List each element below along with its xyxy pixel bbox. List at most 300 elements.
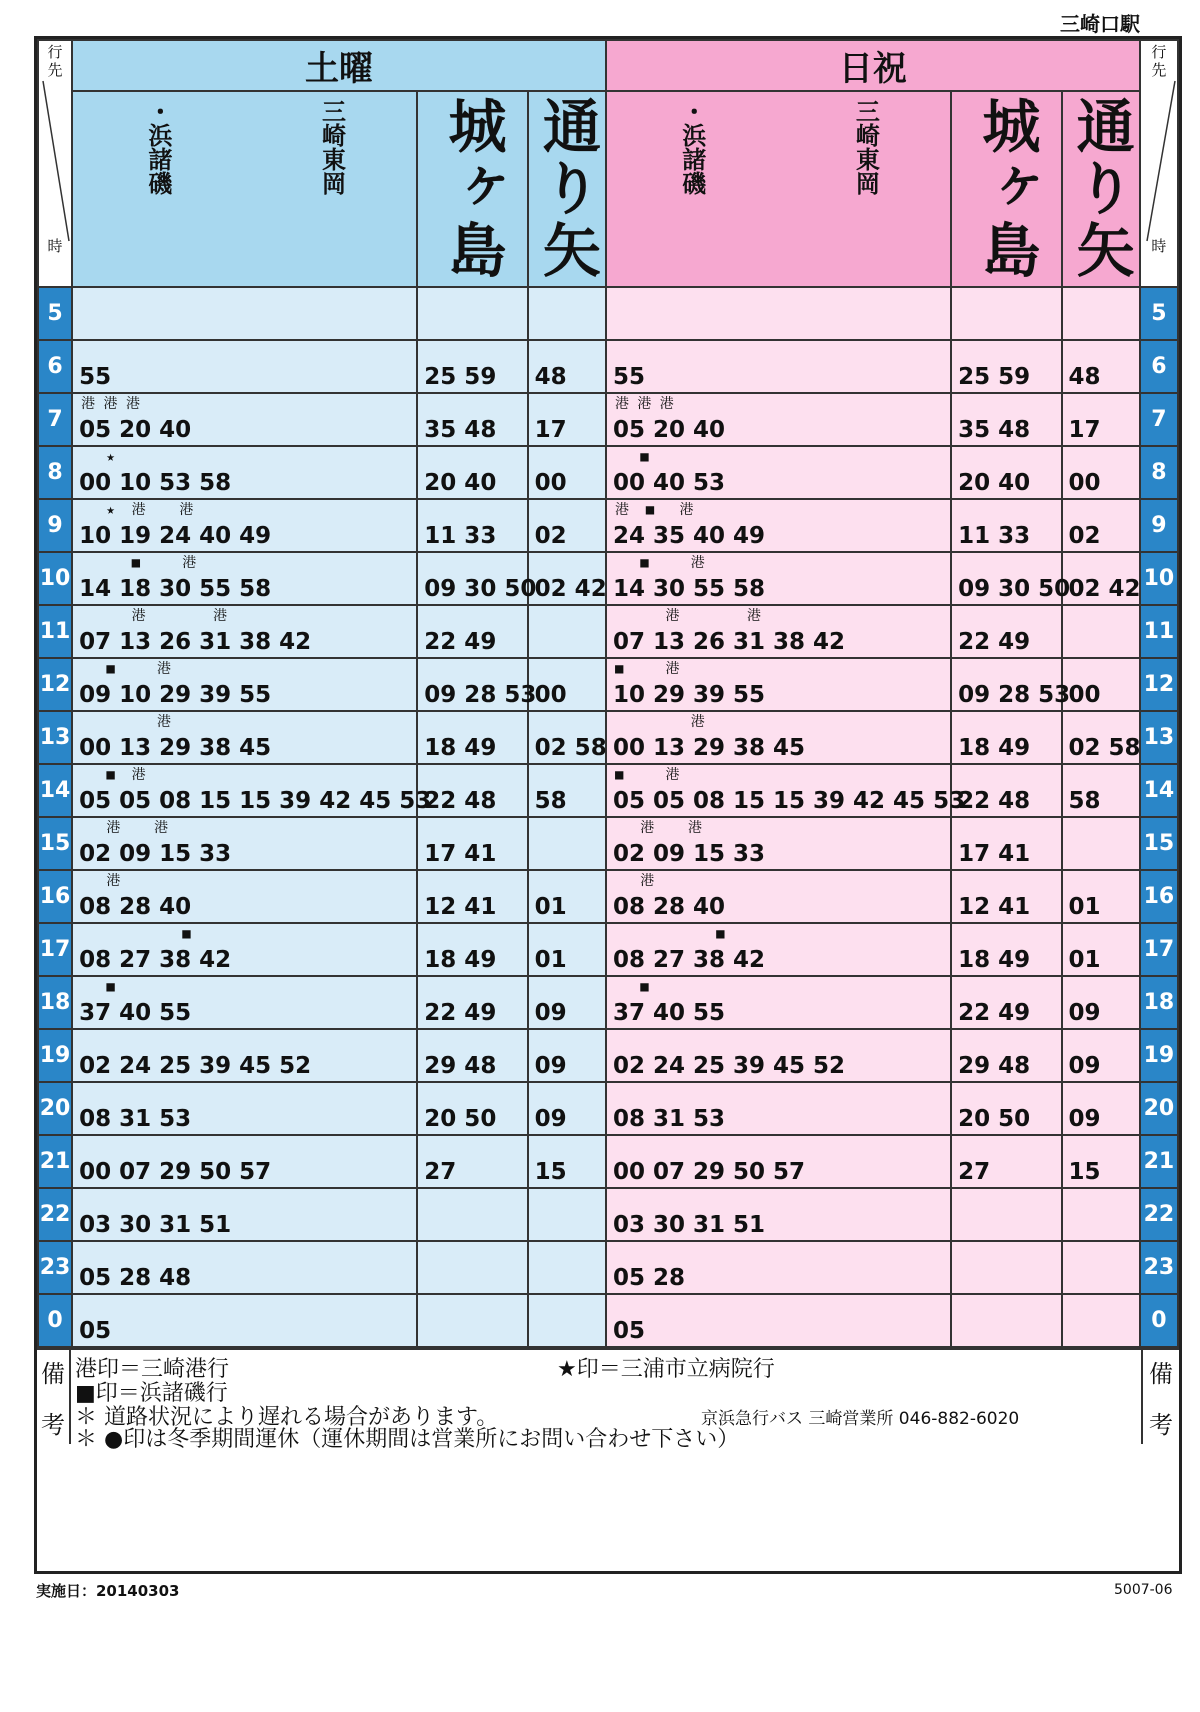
hour-row [38,923,1178,976]
notes-label-left [37,1350,71,1444]
departure-minutes: 00 10 53 58 [79,470,232,496]
sat-misaki-cell [72,817,417,870]
departure-minutes: 12 41 [424,894,497,920]
departure-minutes: 58 [534,788,567,814]
hour-value: 16 [39,884,71,909]
biko-bottom: 考 [1149,1411,1173,1439]
departure-minutes: 02 [1068,523,1101,549]
departure-minutes: 17 [1068,417,1101,443]
hour-row [38,287,1178,340]
departure-minutes: 09 [1068,1053,1101,1079]
departure-minutes: 09 [1068,1000,1101,1026]
hour-label [1140,552,1178,605]
sun-yaitori-cell [1062,499,1140,552]
hour-row [38,1082,1178,1135]
sun-misaki-cell [606,552,951,605]
destination-marks: 港 [81,873,121,889]
sun-misaki-cell [606,711,951,764]
dest-jogashima-sun [951,91,1061,287]
sat-yaitori-cell [528,1135,606,1188]
hour-label [1140,287,1178,340]
sat-jogashima-cell [417,976,527,1029]
departure-minutes: 08 31 53 [79,1106,192,1132]
hour-row [38,605,1178,658]
departure-minutes: 09 [534,1000,567,1026]
sat-misaki-cell [72,1082,417,1135]
departure-minutes: 03 30 31 51 [79,1212,232,1238]
departure-minutes: 14 30 55 58 [612,576,766,602]
departure-minutes: 01 [534,947,567,973]
sat-misaki-cell [72,923,417,976]
dest-misaki-line1: 三崎東岡 [851,99,880,195]
sun-misaki-cell [606,446,951,499]
sun-yaitori-cell [1062,658,1140,711]
departure-minutes: 07 13 26 31 38 42 [79,629,312,655]
timetable-sheet [34,36,1182,1574]
departure-minutes: 20 40 [958,470,1031,496]
sat-yaitori-cell [528,393,606,446]
hour-label [38,287,72,340]
departure-minutes: 05 05 08 15 15 39 42 45 53 [612,788,966,814]
hour-value: 18 [1143,990,1175,1015]
hour-label [38,605,72,658]
sat-yaitori-cell [528,976,606,1029]
destination-marks: 港 [81,714,171,730]
departure-minutes: 29 48 [424,1053,497,1079]
sun-yaitori-cell [1062,923,1140,976]
departure-minutes: 09 28 53 [958,682,1071,708]
destination-marks: ■ 港 [614,661,680,677]
notes-label-right [1141,1350,1179,1444]
departure-minutes: 29 48 [958,1053,1031,1079]
hour-value: 23 [1143,1255,1175,1280]
departure-minutes: 08 27 38 42 [612,947,766,973]
sun-yaitori-cell [1062,764,1140,817]
sun-jogashima-cell [951,1029,1061,1082]
hour-label [1140,1135,1178,1188]
departure-minutes: 22 49 [424,629,497,655]
hour-row [38,764,1178,817]
hour-value: 22 [1143,1202,1175,1227]
biko-top: 備 [41,1360,65,1388]
sun-jogashima-cell [951,1135,1061,1188]
hour-label [1140,1188,1178,1241]
sat-jogashima-cell [417,1188,527,1241]
sat-yaitori-cell [528,499,606,552]
destination-marks: 港 [614,873,655,889]
hour-label [1140,870,1178,923]
departure-minutes: 27 [424,1159,457,1185]
sun-yaitori-cell [1062,605,1140,658]
hour-row [38,552,1178,605]
destination-marks: ■ 港 [614,767,680,783]
departure-minutes: 02 42 [1068,576,1141,602]
departure-minutes: 25 59 [424,364,497,390]
hour-value: 13 [39,725,71,750]
hour-label [38,340,72,393]
sat-yaitori-cell [528,923,606,976]
hour-label [38,552,72,605]
dest-misaki-line1: 三崎東岡 [317,99,346,195]
hour-value: 14 [39,778,71,803]
dest-misaki-sat [72,91,417,287]
departure-minutes: 02 42 [534,576,607,602]
hour-value: 5 [1151,301,1167,326]
hour-value: 17 [1143,937,1175,962]
destination-marks: 港 [614,714,705,730]
sat-misaki-cell [72,1241,417,1294]
sun-misaki-cell [606,976,951,1029]
sun-misaki-cell [606,1188,951,1241]
hour-value: 14 [1143,778,1175,803]
departure-minutes: 07 13 26 31 38 42 [612,629,846,655]
departure-minutes: 22 49 [958,1000,1031,1026]
departure-minutes: 09 10 29 39 55 [79,682,272,708]
dest-jogashima-sat [417,91,527,287]
sat-jogashima-cell [417,1029,527,1082]
departure-minutes: 05 05 08 15 15 39 42 45 53 [79,788,432,814]
destination-marks: ■ 港 [81,661,171,677]
departure-minutes: 22 49 [424,1000,497,1026]
departure-minutes: 48 [534,364,567,390]
departure-minutes: 00 07 29 50 57 [79,1159,272,1185]
hour-row [38,870,1178,923]
sat-jogashima-cell [417,1241,527,1294]
sun-yaitori-cell [1062,552,1140,605]
sun-misaki-cell [606,499,951,552]
sun-jogashima-cell [951,552,1071,605]
hour-label [1140,923,1178,976]
hour-label [1140,817,1178,870]
dest-jogashima-label: 城ヶ島 [972,96,1041,282]
corner-left [38,40,72,287]
hour-label [1140,1082,1178,1135]
departure-minutes: 15 [534,1159,567,1185]
sat-misaki-cell [72,764,432,817]
hour-value: 6 [47,354,63,379]
departure-minutes: 00 40 53 [612,470,725,496]
sun-misaki-cell [606,287,951,340]
hour-label [38,711,72,764]
note-hama: ■印＝浜諸磯行 [75,1381,228,1406]
sun-yaitori-cell [1062,817,1140,870]
sat-jogashima-cell [417,340,527,393]
departure-minutes: 11 33 [958,523,1031,549]
destination-marks: ■ [614,979,649,995]
hour-label [38,976,72,1029]
sun-misaki-cell [606,605,951,658]
hour-value: 16 [1143,884,1175,909]
departure-minutes: 08 28 40 [79,894,192,920]
sat-yaitori-cell [528,446,606,499]
departure-minutes: 02 [534,523,567,549]
hour-label [38,393,72,446]
hour-value: 7 [47,407,63,432]
departure-minutes: 02 24 25 39 45 52 [79,1053,312,1079]
hour-value: 15 [39,831,71,856]
hour-value: 15 [1143,831,1175,856]
hour-value: 10 [39,566,71,591]
sat-misaki-cell [72,499,417,552]
hour-label [38,1135,72,1188]
hour-value: 5 [47,301,63,326]
sat-misaki-cell [72,1135,417,1188]
corner-right [1140,40,1178,287]
sun-misaki-cell [606,1082,951,1135]
departure-minutes: 05 28 48 [79,1265,192,1291]
hour-value: 10 [1143,566,1175,591]
hour-label [38,817,72,870]
departure-minutes: 25 59 [958,364,1031,390]
sun-jogashima-cell [951,1082,1061,1135]
note-star: ★印＝三浦市立病院行 [557,1357,775,1382]
sat-yaitori-cell [528,1029,606,1082]
destination-marks: 港 港 港 [614,396,674,412]
hour-row [38,499,1178,552]
sun-jogashima-cell [951,764,1061,817]
sat-misaki-cell [72,1188,417,1241]
hour-row [38,1135,1178,1188]
sun-misaki-cell [606,393,951,446]
sun-yaitori-cell [1062,1188,1140,1241]
sun-jogashima-cell [951,1188,1061,1241]
sat-yaitori-cell [528,711,606,764]
departure-minutes: 10 19 24 40 49 [79,523,272,549]
sat-jogashima-cell [417,1294,527,1347]
sun-yaitori-cell [1062,976,1140,1029]
sat-jogashima-cell [417,1135,527,1188]
sun-misaki-cell [606,658,951,711]
hour-label [38,658,72,711]
sat-jogashima-cell [417,870,527,923]
hour-value: 23 [39,1255,71,1280]
departure-minutes: 02 24 25 39 45 52 [612,1053,846,1079]
hour-value: 7 [1151,407,1167,432]
sat-misaki-cell [72,658,417,711]
note-delay: ＊ 道路状況により遅れる場合があります。 [75,1405,499,1430]
sat-jogashima-cell [417,552,537,605]
sat-jogashima-cell [417,1082,527,1135]
sat-yaitori-cell [528,1188,606,1241]
destination-marks: 港 港 [81,608,228,624]
sat-jogashima-cell [417,393,527,446]
destination-marks: ■ [81,979,115,995]
hour-value: 19 [1143,1043,1175,1068]
hour-label [1140,711,1178,764]
departure-minutes: 18 49 [958,947,1031,973]
departure-minutes: 37 40 55 [612,1000,725,1026]
sat-jogashima-cell [417,764,527,817]
holiday-header: 日祝 [606,40,1140,91]
sun-misaki-cell [606,340,951,393]
hour-label [1140,340,1178,393]
hour-value: 12 [1143,672,1175,697]
dest-yaitori-label: 通り矢 [1066,96,1135,282]
hour-value: 12 [39,672,71,697]
sun-yaitori-cell [1062,446,1140,499]
sun-misaki-cell [606,1294,951,1347]
hour-value: 21 [1143,1149,1175,1174]
departure-minutes: 05 [612,1318,645,1344]
hour-label [1140,393,1178,446]
hour-row [38,1294,1178,1347]
sat-yaitori-cell [528,764,606,817]
sat-misaki-cell [72,711,417,764]
sun-jogashima-cell [951,976,1061,1029]
hour-row [38,711,1178,764]
hour-label [1140,658,1178,711]
hour-label [1140,976,1178,1029]
sat-misaki-cell [72,340,417,393]
departure-minutes: 12 41 [958,894,1031,920]
departure-minutes: 27 [958,1159,991,1185]
departure-minutes: 17 [534,417,567,443]
sun-yaitori-cell [1062,1135,1140,1188]
hour-value: 6 [1151,354,1167,379]
sat-jogashima-cell [417,658,537,711]
sun-yaitori-cell [1062,287,1140,340]
hour-row [38,1241,1178,1294]
sat-yaitori-cell [528,340,606,393]
hour-label [1140,499,1178,552]
departure-minutes: 48 [1068,364,1101,390]
sun-yaitori-cell [1062,1082,1140,1135]
hour-value: 13 [1143,725,1175,750]
form-code: 5007-06 [1114,1582,1173,1598]
hour-value: 8 [1151,460,1167,485]
departure-minutes: 03 30 31 51 [612,1212,766,1238]
hour-value: 9 [1151,513,1167,538]
sun-misaki-cell [606,817,951,870]
sun-yaitori-cell [1062,340,1140,393]
departure-minutes: 05 [79,1318,112,1344]
sun-jogashima-cell [951,870,1061,923]
sun-jogashima-cell [951,1241,1061,1294]
departure-minutes: 02 58 [1068,735,1141,761]
departure-minutes: 01 [1068,947,1101,973]
sat-jogashima-cell [417,499,527,552]
hour-value: 19 [39,1043,71,1068]
destination-marks: 港 ■ 港 [614,502,694,518]
hour-row [38,658,1178,711]
hour-value: 20 [39,1096,71,1121]
sun-jogashima-cell [951,923,1061,976]
departure-minutes: 05 20 40 [612,417,725,443]
dest-yaitori-sun [1062,91,1140,287]
hour-label [1140,764,1178,817]
sat-yaitori-cell [528,552,606,605]
departure-minutes: 37 40 55 [79,1000,192,1026]
sun-jogashima-cell [951,658,1071,711]
departure-minutes: 08 28 40 [612,894,725,920]
departure-minutes: 58 [1068,788,1101,814]
departure-minutes: 20 50 [958,1106,1031,1132]
departure-minutes: 08 27 38 42 [79,947,232,973]
sun-misaki-cell [606,764,966,817]
departure-minutes: 17 41 [424,841,497,867]
sun-yaitori-cell [1062,711,1140,764]
hour-value: 17 [39,937,71,962]
hour-label [1140,446,1178,499]
sun-jogashima-cell [951,446,1061,499]
departure-minutes: 00 [1068,682,1101,708]
hour-row [38,1188,1178,1241]
sun-misaki-cell [606,1135,951,1188]
hour-label [38,870,72,923]
departure-minutes: 35 48 [424,417,497,443]
sat-jogashima-cell [417,711,527,764]
sat-yaitori-cell [528,870,606,923]
corner-hour-label: 時 [1151,237,1167,255]
hour-value: 20 [1143,1096,1175,1121]
sun-jogashima-cell [951,499,1061,552]
departure-minutes: 22 49 [958,629,1031,655]
departure-minutes: 00 07 29 50 57 [612,1159,806,1185]
station-name: 三崎口駅 [1060,12,1140,36]
sat-misaki-cell [72,552,417,605]
sun-misaki-cell [606,870,951,923]
sat-yaitori-cell [528,658,606,711]
sat-misaki-cell [72,976,417,1029]
sat-jogashima-cell [417,446,527,499]
departure-minutes: 22 48 [958,788,1031,814]
hour-value: 8 [47,460,63,485]
departure-minutes: 08 31 53 [612,1106,725,1132]
note-winter: ＊ ●印は冬季期間運休（運休期間は営業所にお問い合わせ下さい） [75,1427,740,1452]
departure-minutes: 09 [534,1106,567,1132]
departure-minutes: 55 [79,364,112,390]
departure-minutes: 17 41 [958,841,1031,867]
hour-row [38,340,1178,393]
hour-label [38,446,72,499]
hour-label [38,764,72,817]
departure-minutes: 00 13 29 38 45 [612,735,806,761]
sat-misaki-cell [72,1294,417,1347]
departure-minutes: 09 [534,1053,567,1079]
departure-minutes: 01 [534,894,567,920]
departure-minutes: 20 50 [424,1106,497,1132]
sun-jogashima-cell [951,711,1061,764]
sun-jogashima-cell [951,605,1061,658]
sat-yaitori-cell [528,1241,606,1294]
hour-value: 11 [1143,619,1175,644]
destination-marks: ■ [614,449,649,465]
sun-jogashima-cell [951,817,1061,870]
biko-top: 備 [1149,1360,1173,1388]
dest-misaki-line2: ・浜諸磯 [677,99,706,195]
departure-minutes: 00 [534,470,567,496]
destination-marks: ■ 港 [81,767,146,783]
hour-value: 18 [39,990,71,1015]
departure-minutes: 22 48 [424,788,497,814]
departure-minutes: 05 20 40 [79,417,192,443]
sat-jogashima-cell [417,287,527,340]
departure-minutes: 18 49 [958,735,1031,761]
departure-minutes: 24 35 40 49 [612,523,766,549]
destination-marks: ■ [614,926,725,942]
sat-yaitori-cell [528,605,606,658]
sun-jogashima-cell [951,393,1061,446]
sun-yaitori-cell [1062,1294,1140,1347]
hour-label [38,499,72,552]
sun-jogashima-cell [951,287,1061,340]
company-contact: 京浜急行バス 三崎営業所 046-882-6020 [701,1409,1020,1429]
departure-minutes: 10 29 39 55 [612,682,766,708]
destination-marks: ★ [81,449,115,465]
hour-row [38,446,1178,499]
hour-value: 0 [1151,1308,1167,1333]
hour-label [38,1029,72,1082]
